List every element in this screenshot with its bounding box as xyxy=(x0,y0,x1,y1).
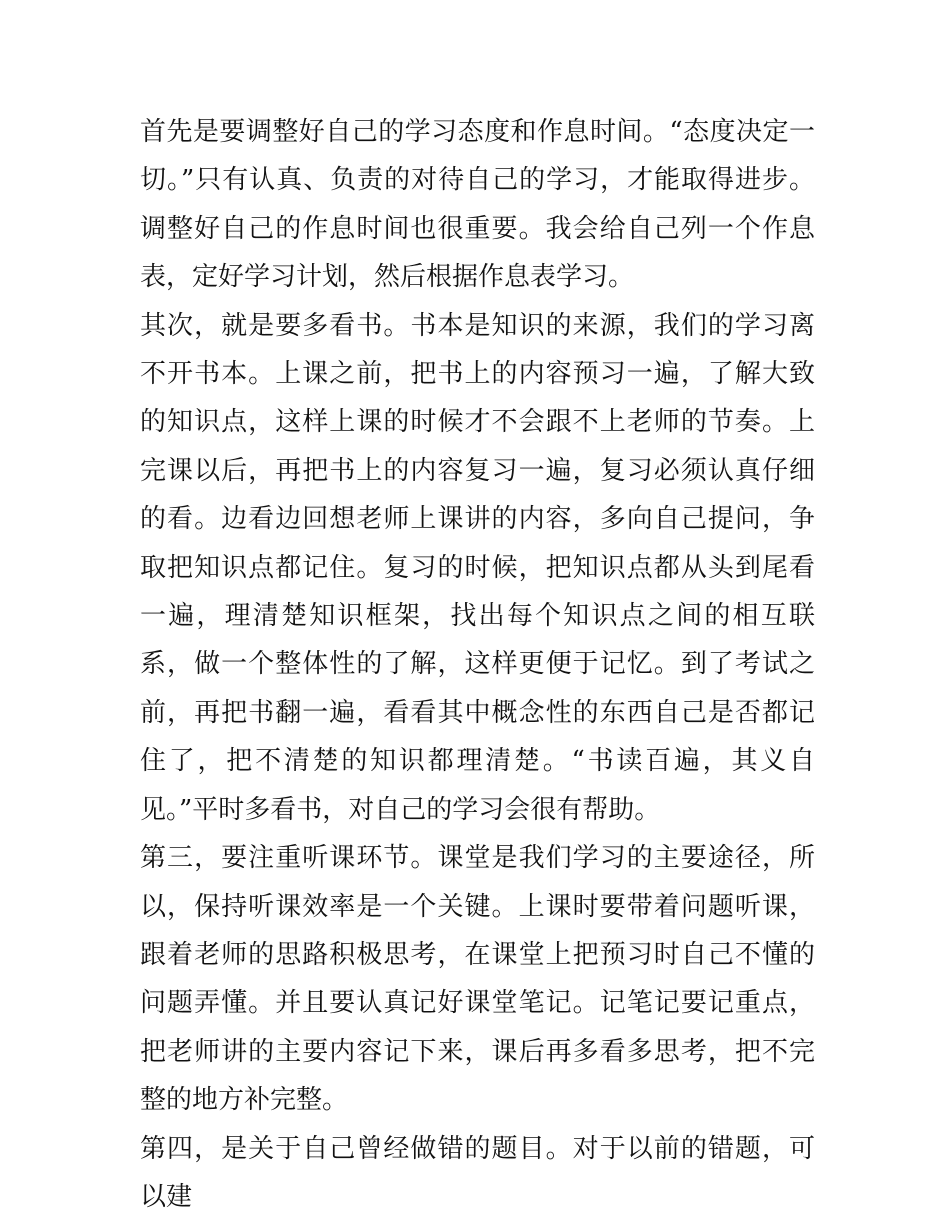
paragraph-read-books: 其次，就是要多看书。书本是知识的来源，我们的学习离不开书本。上课之前，把书上的内容预习一遍，了解大致的知识点，这样上课的时候才不会跟不上老师的节奏。上完课以后，再把书上的内容复习一遍，复习必须认真仔细的看。边看边回想老师上课讲的内容，多向自己提问，争取把知识点都记住。复习的时候，把知识点都从头到尾看一遍，理清楚知识框架，找出每个知识点之间的相互联系，做一个整体性的了解，这样更便于记忆。到了考试之前，再把书翻一遍，看看其中概念性的东西自己是否都记住了，把不清楚的知识都理清楚。“书读百遍，其义自见。”平时多看书，对自己的学习会很有帮助。 xyxy=(140,310,815,825)
document-body xyxy=(140,108,815,1221)
paragraph-attitude-schedule: 首先是要调整好自己的学习态度和作息时间。“态度决定一切。”只有认真、负责的对待自己的学习，才能取得进步。调整好自己的作息时间也很重要。我会给自己列一个作息表，定好学习计划，然后根据作息表学习。 xyxy=(140,117,815,293)
paragraph-listen-in-class: 第三，要注重听课环节。课堂是我们学习的主要途径，所以，保持听课效率是一个关键。上课时要带着问题听课，跟着老师的思路积极思考，在课堂上把预习时自己不懂的问题弄懂。并且要认真记好课堂笔记。记笔记要记重点，把老师讲的主要内容记下来，课后再多看多思考，把不完整的地方补完整。 xyxy=(140,843,815,1116)
paragraph-wrong-questions: 第四，是关于自己曾经做错的题目。对于以前的错题，可以建 xyxy=(140,1133,815,1212)
